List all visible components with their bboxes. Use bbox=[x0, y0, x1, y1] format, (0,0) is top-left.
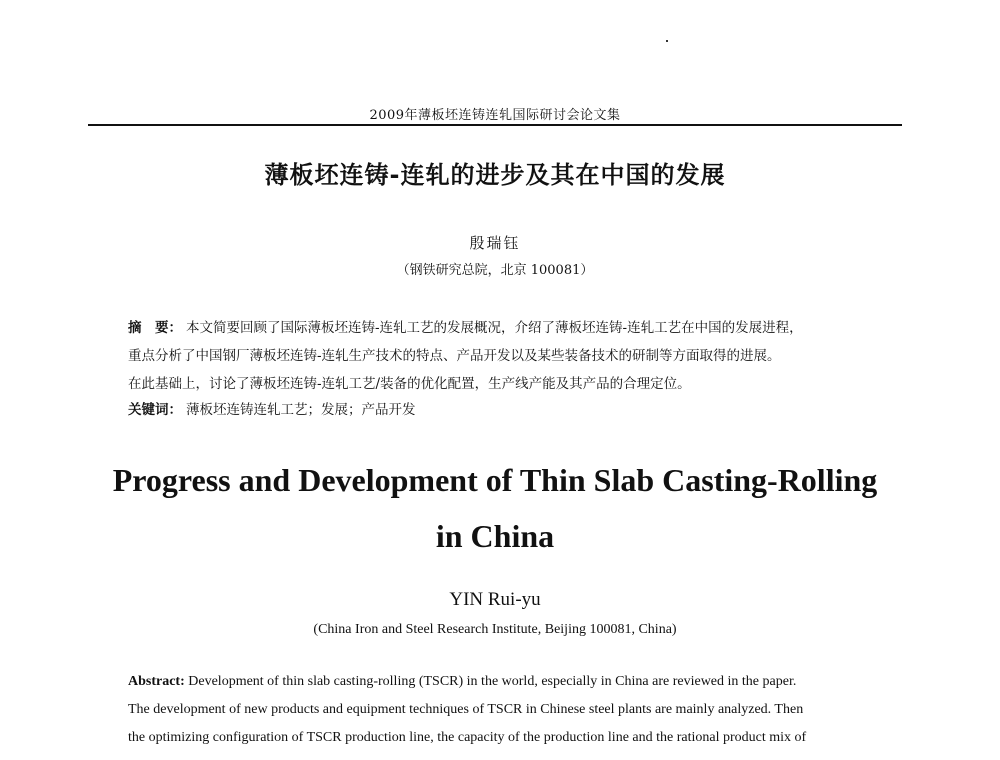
chinese-abstract-line: 重点分析了中国钢厂薄板坯连铸-连轧生产技术的特点、产品开发以及某些装备技术的研制等方面取得的进展。 bbox=[128, 348, 781, 364]
english-affiliation: (China Iron and Steel Research Institute, Beijing 100081, China) bbox=[313, 622, 677, 637]
chinese-abstract-label: 摘 要： bbox=[128, 320, 182, 336]
english-abstract-line: The development of new products and equipment techniques of TSCR in Chinese steel plants are mainly analyzed. Then bbox=[128, 702, 804, 717]
chinese-keywords-label: 关键词： bbox=[128, 402, 182, 418]
english-title-line: in China bbox=[435, 518, 555, 554]
chinese-abstract-text: 本文简要回顾了国际薄板坯连铸-连轧工艺的发展概况，介绍了薄板坯连铸-连轧工艺在中国的发展进程， bbox=[186, 320, 803, 336]
chinese-keywords-text: 薄板坯连铸连轧工艺；发展；产品开发 bbox=[186, 402, 416, 418]
english-author: YIN Rui-yu bbox=[449, 589, 541, 610]
english-title-line: Progress and Development of Thin Slab Casting-Rolling bbox=[112, 462, 878, 498]
chinese-abstract-line: 在此基础上，讨论了薄板坯连铸-连轧工艺/装备的优化配置，生产线产能及其产品的合理定位。 bbox=[128, 376, 691, 392]
chinese-author: 殷瑞钰 bbox=[469, 234, 521, 252]
english-title bbox=[88, 452, 902, 564]
english-abstract-line bbox=[128, 668, 890, 696]
running-header: 2009年薄板坯连铸连轧国际研讨会论文集 bbox=[369, 108, 621, 123]
scan-speck bbox=[666, 40, 668, 42]
chinese-title: 薄板坯连铸-连轧的进步及其在中国的发展 bbox=[264, 161, 726, 189]
english-abstract-line: the optimizing configuration of TSCR production line, the capacity of the production line and the rational product mix of bbox=[128, 730, 807, 745]
chinese-abstract bbox=[128, 314, 890, 398]
english-abstract-label: Abstract: bbox=[128, 674, 185, 689]
english-abstract-text: Development of thin slab casting-rolling (TSCR) in the world, especially in China are reviewed in the paper. bbox=[184, 674, 797, 689]
english-abstract bbox=[128, 668, 890, 752]
chinese-abstract-line bbox=[128, 314, 890, 342]
header-rule bbox=[88, 124, 902, 126]
chinese-affiliation: （钢铁研究总院，北京 100081） bbox=[396, 263, 594, 278]
chinese-keywords bbox=[128, 396, 890, 424]
